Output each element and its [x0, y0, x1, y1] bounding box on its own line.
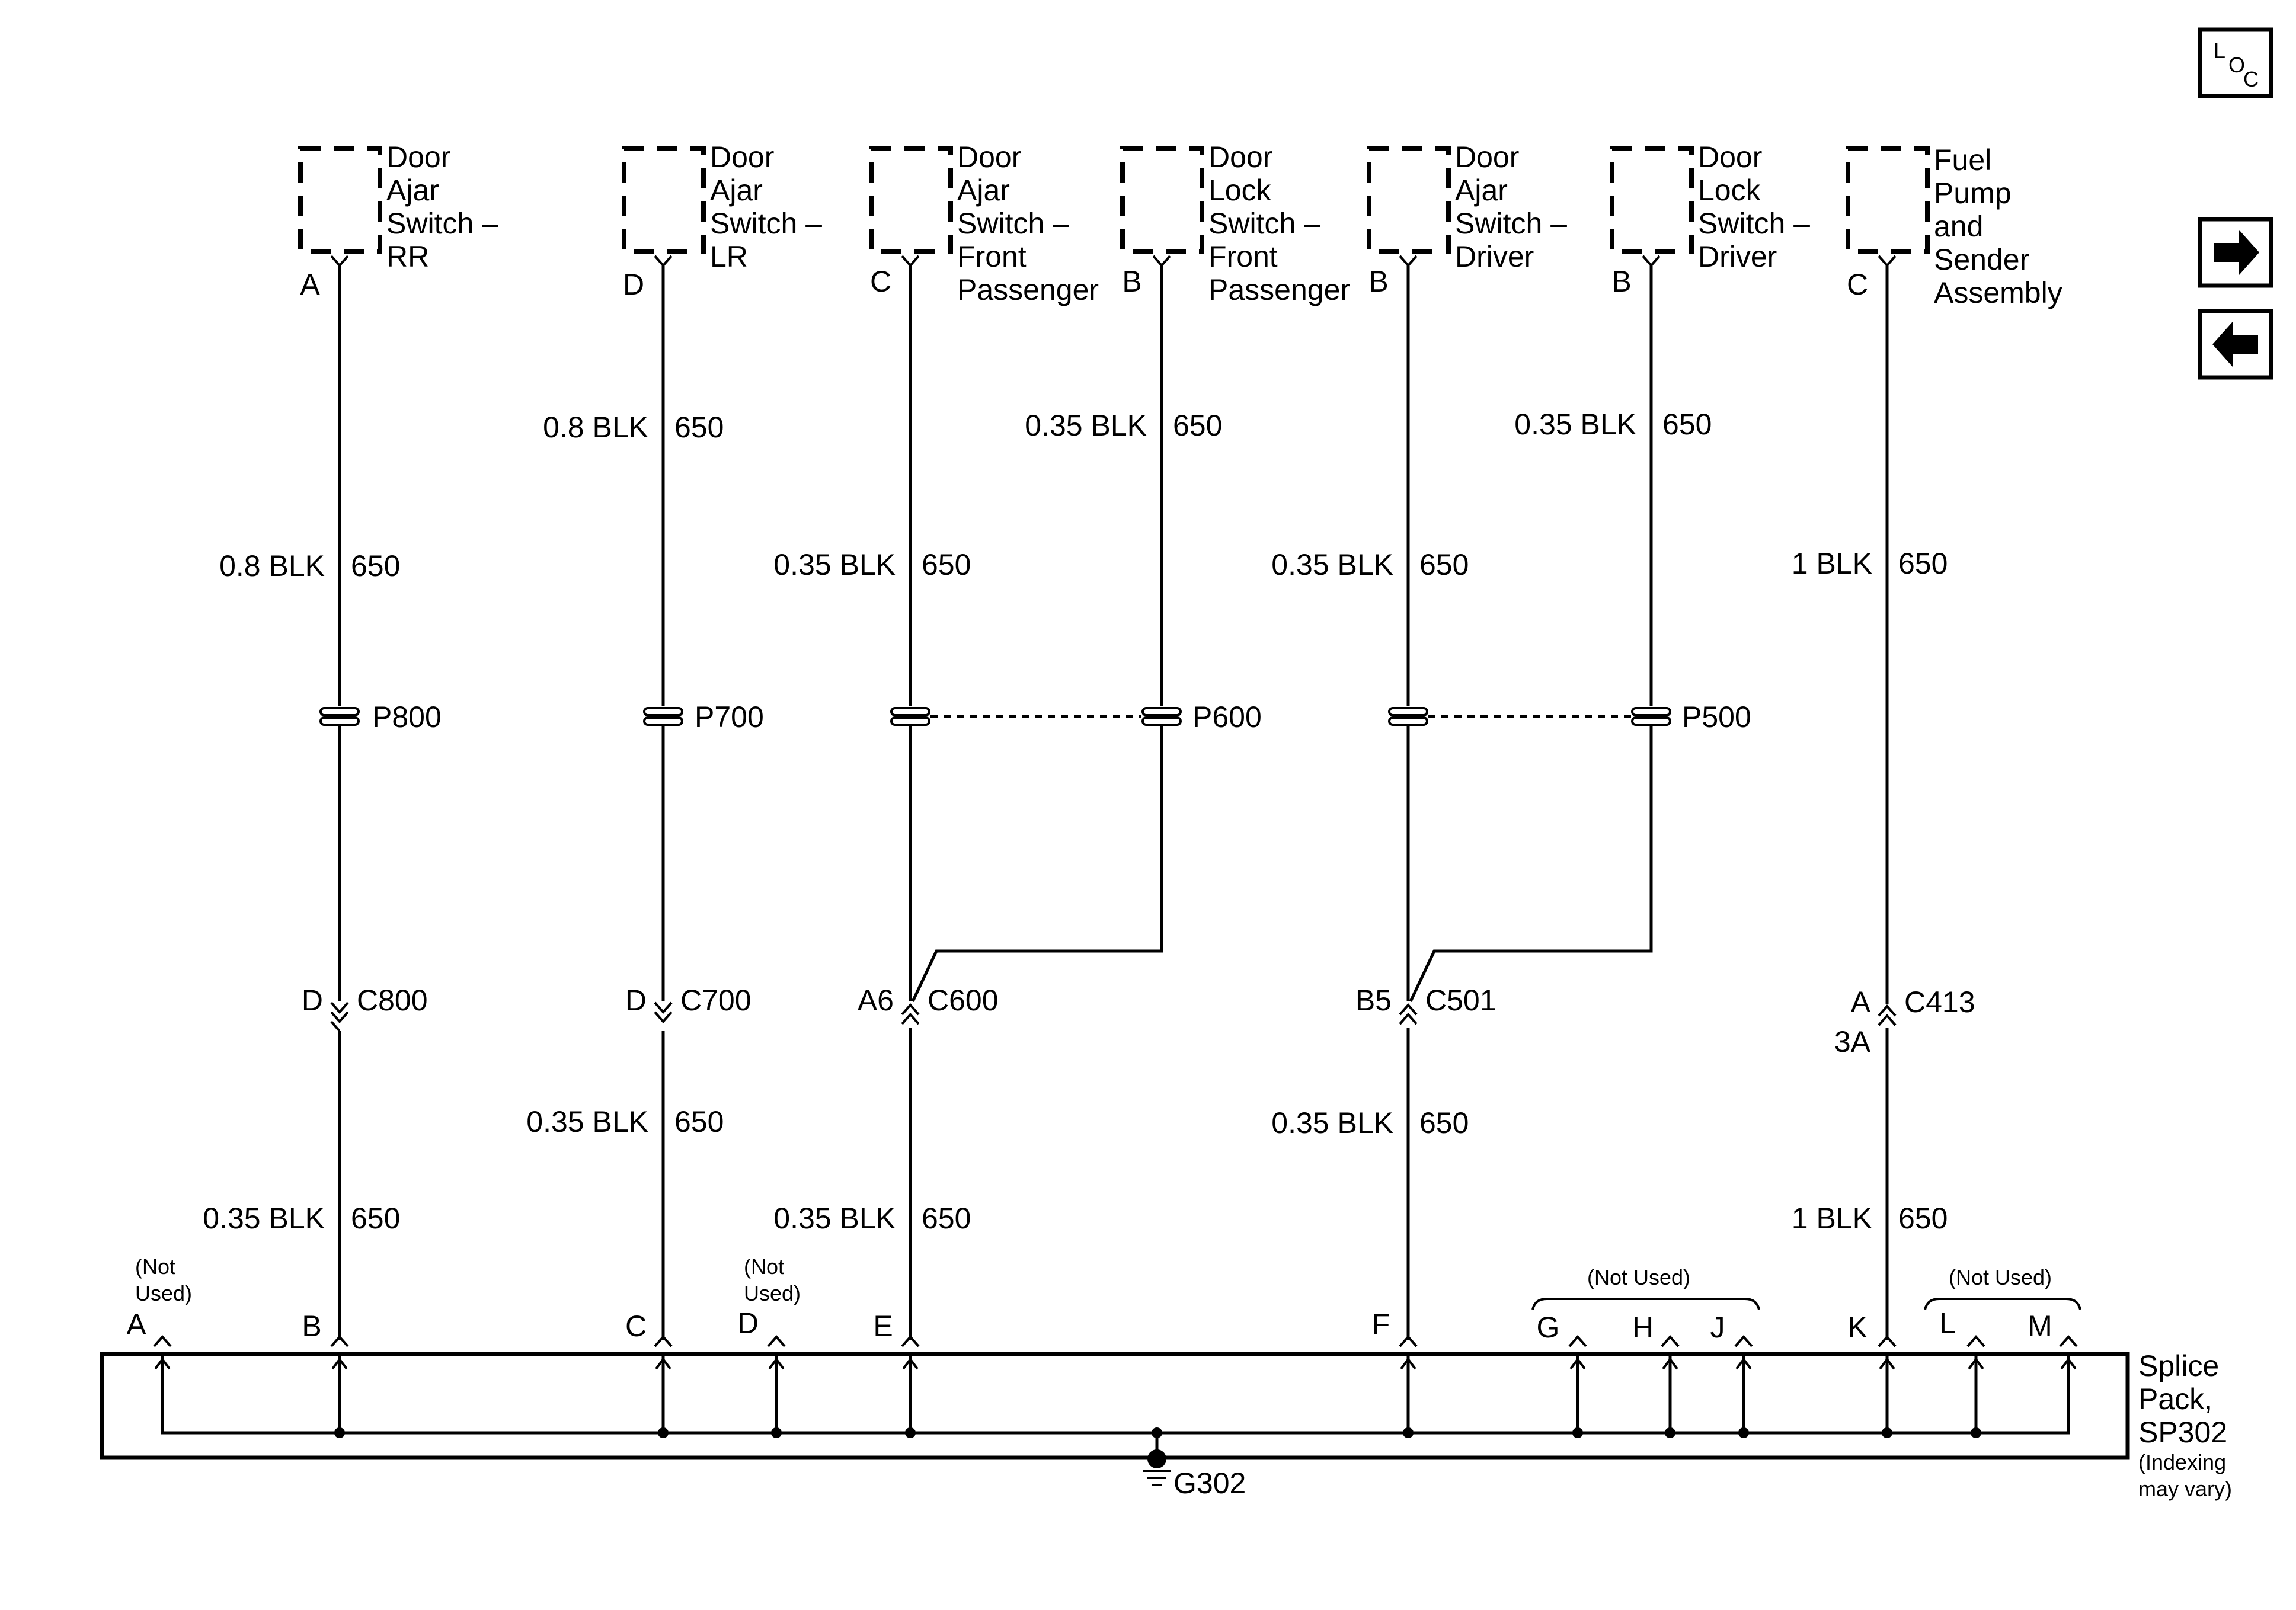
previous-page-button[interactable]: [2200, 311, 2271, 377]
component-label-line: Door: [386, 140, 451, 174]
not-used-note: (Not: [135, 1254, 176, 1279]
splice-pin: G: [1536, 1311, 1560, 1344]
splice-pin: C: [625, 1310, 647, 1343]
not-used-note: (Not: [744, 1254, 785, 1279]
splice-pin: H: [1632, 1311, 1654, 1344]
not-used-note: Used): [744, 1281, 801, 1305]
splice-pin: D: [737, 1307, 759, 1340]
component-label-line: Door: [1208, 140, 1273, 174]
splice-pack-note: may vary): [2138, 1477, 2233, 1501]
wire-circuit-label: 650: [351, 1202, 401, 1235]
pass-throughs: [321, 700, 1751, 734]
not-used-note: (Not Used): [1587, 1265, 1691, 1289]
splice-pin: J: [1710, 1311, 1725, 1344]
component-label-line: Door: [1698, 140, 1763, 174]
component-label-line: Lock: [1208, 174, 1271, 207]
splice-pack-label: Pack,: [2138, 1382, 2213, 1416]
wire-size-label: 0.35 BLK: [773, 1202, 896, 1235]
not-used-note: (Not Used): [1948, 1265, 2052, 1289]
component-box-door-ajar-rr: [300, 148, 380, 252]
component-label-line: Front: [957, 240, 1027, 273]
pass-through-label: P500: [1682, 700, 1751, 734]
wire-circuit-label: 650: [1898, 1202, 1948, 1235]
connector-pin: A6: [857, 984, 894, 1017]
connector-name: C413: [1904, 985, 1975, 1019]
ground-label: G302: [1173, 1467, 1246, 1500]
splice-pack-label: SP302: [2138, 1416, 2228, 1449]
pass-through-p500: [1389, 700, 1751, 734]
component-label-line: Door: [957, 140, 1022, 174]
component-label-line: Door: [710, 140, 775, 174]
wire-size-label: 0.35 BLK: [773, 548, 896, 581]
wire-size-label: 0.35 BLK: [1514, 408, 1636, 441]
component-pin: C: [869, 265, 892, 298]
component-label-line: Lock: [1698, 174, 1761, 207]
component-label-line: Switch –: [1455, 207, 1567, 240]
wire-circuit-label: 650: [674, 1105, 724, 1138]
component-label-line: Switch –: [957, 207, 1069, 240]
component-box-fuel-pump: [1848, 148, 1927, 252]
component-label-line: Switch –: [710, 207, 822, 240]
splice-pack-note: (Indexing: [2138, 1450, 2227, 1474]
wire-circuit-label: 650: [1898, 547, 1948, 580]
component-label-line: Passenger: [957, 273, 1099, 306]
wire-size-label: 0.8 BLK: [543, 411, 648, 444]
component-box-door-ajar-front-passenger: [871, 148, 951, 252]
wire-circuit-label: 650: [922, 1202, 971, 1235]
component-pin: A: [300, 268, 320, 301]
splice-pin: B: [302, 1310, 322, 1343]
connector-pin: 3A: [1834, 1025, 1870, 1058]
pass-through-label: P700: [695, 700, 764, 734]
connector-name: C700: [680, 984, 752, 1017]
wire-labels: [203, 408, 1948, 1235]
wire-circuit-label: 650: [1419, 548, 1469, 581]
component-label-line: Ajar: [1455, 174, 1508, 207]
wire-circuit-label: 650: [351, 549, 401, 582]
next-page-button[interactable]: [2200, 219, 2271, 286]
connector-pin: D: [301, 984, 323, 1017]
component-label-line: Fuel: [1934, 143, 1992, 177]
splice-pin: F: [1371, 1308, 1390, 1341]
component-label-line: Driver: [1455, 240, 1534, 273]
component-label-line: Ajar: [957, 174, 1010, 207]
connector-pin: B5: [1355, 984, 1392, 1017]
not-used-bracket: [1533, 1299, 1759, 1310]
wire-circuit-label: 650: [922, 548, 971, 581]
component-label-line: Pump: [1934, 177, 2012, 210]
wire-circuit-label: 650: [1662, 408, 1712, 441]
wire-size-label: 0.35 BLK: [1271, 548, 1393, 581]
component-label-line: Passenger: [1208, 273, 1351, 306]
splice-pin: M: [2028, 1310, 2052, 1343]
component-pin: B: [1122, 265, 1142, 298]
wire-size-label: 0.35 BLK: [1025, 409, 1147, 442]
loc-letter-l: L: [2214, 39, 2226, 63]
component-boxes: [300, 148, 1927, 252]
component-label-line: and: [1934, 210, 1984, 243]
component-label-line: Front: [1208, 240, 1278, 273]
loc-letter-o: O: [2228, 53, 2246, 77]
splice-pack-label: Splice: [2138, 1349, 2220, 1382]
component-label-line: Sender: [1934, 243, 2030, 276]
component-box-door-ajar-driver: [1369, 148, 1448, 252]
component-label-line: RR: [386, 240, 430, 273]
pass-through-label: P800: [372, 700, 442, 734]
wire-size-label: 0.8 BLK: [219, 549, 325, 582]
component-label-line: Ajar: [386, 174, 439, 207]
component-label-line: Switch –: [386, 207, 498, 240]
component-pin: B: [1368, 265, 1389, 298]
component-label-line: Driver: [1698, 240, 1777, 273]
wire-size-label: 1 BLK: [1791, 547, 1872, 580]
connector-name: C600: [928, 984, 999, 1017]
wire-circuit-label: 650: [1419, 1106, 1469, 1140]
component-label-line: Ajar: [710, 174, 763, 207]
ground-g302: [1143, 1433, 1246, 1500]
component-label-line: Assembly: [1934, 276, 2062, 309]
connector-name: C800: [357, 984, 428, 1017]
component-box-door-ajar-lr: [624, 148, 703, 252]
component-pin: C: [1846, 268, 1869, 301]
wire-size-label: 1 BLK: [1791, 1202, 1872, 1235]
splice-pin: K: [1847, 1311, 1868, 1344]
connector-pin: D: [625, 984, 647, 1017]
not-used-note: Used): [135, 1281, 193, 1305]
component-label-line: Door: [1455, 140, 1520, 174]
splice-pin: E: [873, 1310, 893, 1343]
wire-size-label: 0.35 BLK: [1271, 1106, 1393, 1140]
component-label-line: LR: [710, 240, 748, 273]
component-label-line: Switch –: [1208, 207, 1320, 240]
component-label-line: Switch –: [1698, 207, 1810, 240]
inline-connectors: [302, 984, 1975, 1058]
wire-circuit-label: 650: [674, 411, 724, 444]
wire-circuit-label: 650: [1173, 409, 1223, 442]
location-button[interactable]: [2200, 30, 2271, 96]
component-box-door-lock-front-passenger: [1123, 148, 1202, 252]
splice-pin: A: [126, 1308, 146, 1341]
component-pin: B: [1611, 265, 1632, 298]
connector-pin: A: [1850, 985, 1870, 1019]
wire-size-label: 0.35 BLK: [203, 1202, 325, 1235]
component-box-door-lock-driver: [1612, 148, 1691, 252]
pass-through-p600: [891, 700, 1262, 734]
splice-pack-sp302: [102, 1254, 2232, 1501]
ground-icon: [1143, 1471, 1171, 1485]
ground-junction: [1147, 1449, 1166, 1468]
component-pin: D: [622, 268, 645, 301]
wire-size-label: 0.35 BLK: [526, 1105, 648, 1138]
loc-letter-c: C: [2243, 67, 2259, 91]
pass-through-label: P600: [1192, 700, 1262, 734]
connector-name: C501: [1425, 984, 1496, 1017]
splice-pin: L: [1939, 1307, 1956, 1340]
